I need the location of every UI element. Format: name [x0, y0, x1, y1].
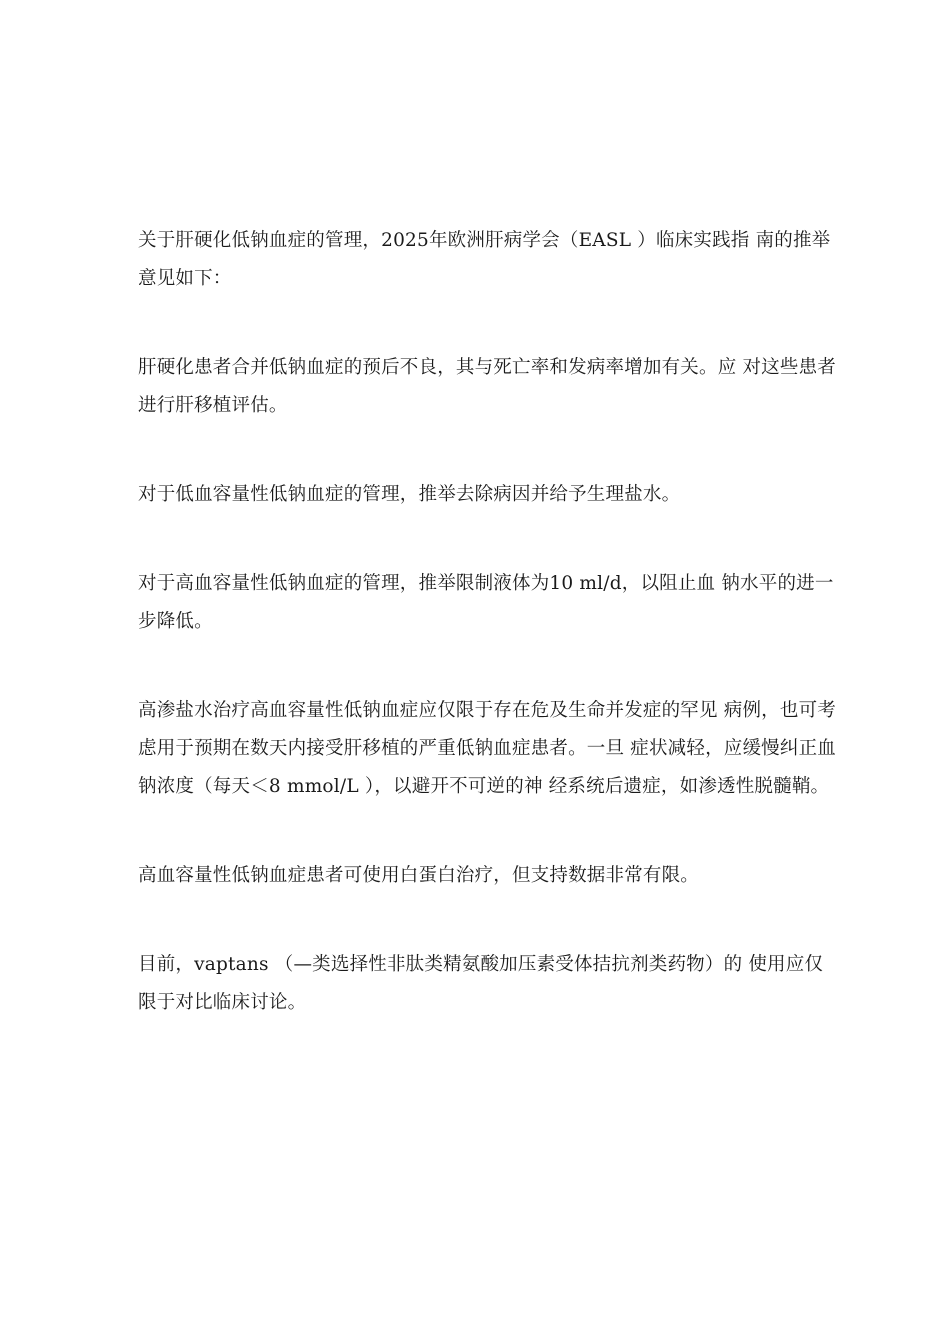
paragraph-hypertonic-saline: 高渗盐水治疗高血容量性低钠血症应仅限于存在危及生命并发症的罕见 病例，也可考虑用于预期在数天内接受肝移植的严重低钠血症患者。一旦 症状减轻，应缓慢纠正血钠浓度（每天＜8 mmol/L ），以避开不可逆的神 经系统后遗症，如渗透性脱髓鞘。 [138, 700, 836, 797]
paragraph-intro: 关于肝硬化低钠血症的管理，2025年欧洲肝病学会（EASL ）临床实践指 南的推举意见如下： [138, 230, 831, 289]
document-body [138, 222, 838, 1022]
paragraph-hypovolemic: 对于低血容量性低钠血症的管理，推举去除病因并给予生理盐水。 [138, 484, 681, 505]
paragraph-hypervolemic-fluid: 对于高血容量性低钠血症的管理，推举限制液体为10 ml/d，以阻止血 钠水平的进一步降低。 [138, 573, 834, 632]
paragraph-vaptans: 目前，vaptans （—类选择性非肽类精氨酸加压素受体拮抗剂类药物）的 使用应仅限于对比临床讨论。 [138, 954, 824, 1013]
paragraph-albumin: 高血容量性低钠血症患者可使用白蛋白治疗，但支持数据非常有限。 [138, 865, 700, 886]
paragraph-prognosis: 肝硬化患者合并低钠血症的预后不良，其与死亡率和发病率增加有关。应 对这些患者进行肝移植评估。 [138, 357, 836, 416]
